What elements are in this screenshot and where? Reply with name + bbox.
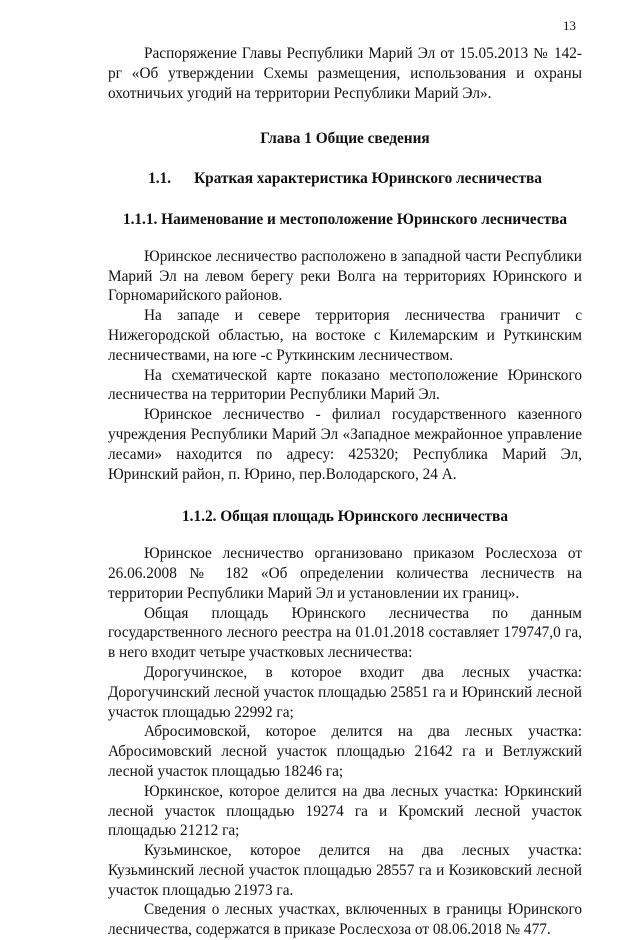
subsection-2-title: 1.1.2. Общая площадь Юринского лесничества bbox=[182, 508, 508, 526]
paragraph: Абросимовской, которое делится на два лесных участка: Абросимовский лесной участок площадью 21642 га и Ветлужский лесной участок площадью 18246 га; bbox=[108, 723, 582, 780]
section-title: Краткая характеристика Юринского лесничества bbox=[194, 170, 542, 188]
paragraph: Общая площадь Юринского лесничества по данным государственного лесного реестра на 01.01.2018 составляет 179747,0 га, в него входит четыре участковых лесничества: bbox=[108, 604, 582, 662]
subsection-1-title: 1.1.1. Наименование и местоположение Юринского лесничества bbox=[122, 210, 568, 228]
paragraph: Юринское лесничество - филиал государственного казенного учреждения Республики Марий Эл «Западное межрайонное управление лесами» находится по адресу: 425320; Республика Марий Эл, Юринский район, п. Юрино, пер.Володарского, 24 А. bbox=[108, 406, 582, 483]
paragraph: На схематической карте показано местоположение Юринского лесничества на территории Республики Марий Эл. bbox=[108, 366, 582, 404]
paragraph: Юринское лесничество организовано приказом Рослесхоза от 26.06.2008 № 182 «Об определении количества лесничеств на территории Республики Марий Эл и установлении их границ». bbox=[108, 545, 582, 602]
paragraph: На западе и севере территория лесничества граничит с Нижегородской областью, на востоке с Килемарским и Руткинским лесничествами, на юге -с Руткинским лесничеством. bbox=[108, 307, 582, 364]
paragraph: Дорогучинское, в которое входит два лесных участка: Дорогучинский лесной участок площадью 25851 га и Юринский лесной участок площадью 22992 га; bbox=[108, 663, 582, 721]
paragraph: Юркинское, которое делится на два лесных участка: Юркинский лесной участок площадью 19274 га и Кромский лесной участок площадью 21212 га; bbox=[108, 782, 582, 840]
intro-paragraph: Распоряжение Главы Республики Марий Эл от 15.05.2013 № 142-рг «Об утверждении Схемы размещения, использования и охраны охотничьих угодий на территории Республики Марий Эл». bbox=[108, 45, 582, 102]
page-content bbox=[108, 44, 582, 940]
paragraph: Юринское лесничество расположено в западной части Республики Марий Эл на левом берегу реки Волга на территориях Юринского и Горномарийского районов. bbox=[108, 247, 582, 305]
page-number: 13 bbox=[563, 18, 576, 33]
paragraph: Сведения о лесных участках, включенных в границы Юринского лесничества, содержатся в приказе Рослесхоза от 08.06.2018 № 477. bbox=[108, 901, 582, 939]
chapter-title: Глава 1 Общие сведения bbox=[260, 130, 430, 148]
section-number: 1.1. bbox=[148, 170, 172, 188]
section-heading bbox=[108, 169, 582, 189]
paragraph: Кузьминское, которое делится на два лесных участка: Кузьминский лесной участок площадью 28557 га и Козиковский лесной участок площадью 21973 га. bbox=[108, 842, 582, 899]
